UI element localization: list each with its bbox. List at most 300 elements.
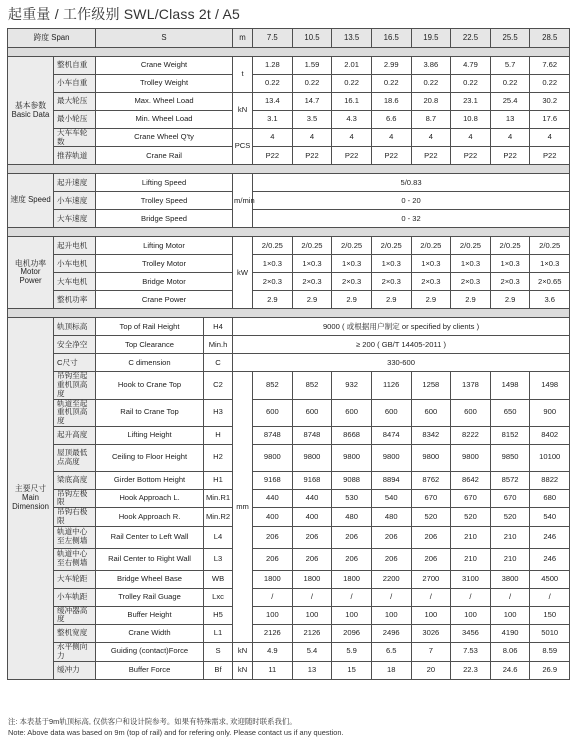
table-row [8, 508, 570, 526]
param-value: 4 [411, 129, 451, 147]
param-value: 22.3 [451, 661, 491, 679]
param-value: 0 - 32 [253, 210, 570, 228]
param-cn: 小车轨距 [54, 588, 96, 606]
param-en: Crane Width [96, 625, 204, 643]
param-value: / [451, 588, 491, 606]
group-label-basic-data: 基本参数 Basic Data [8, 57, 54, 165]
param-value: 2.9 [490, 291, 530, 309]
param-en: Top of Rail Height [96, 318, 204, 336]
param-value: 530 [332, 489, 372, 507]
param-value: / [530, 588, 570, 606]
param-value: 13 [292, 661, 332, 679]
param-value: 1×0.3 [292, 255, 332, 273]
span-value: 28.5 [530, 29, 570, 48]
param-cn: 水平侧向力 [54, 643, 96, 661]
param-value: 206 [371, 526, 411, 548]
table-row [8, 399, 570, 426]
param-value: 900 [530, 399, 570, 426]
param-value: 100 [490, 606, 530, 624]
param-value: 100 [371, 606, 411, 624]
param-value: P22 [490, 147, 530, 165]
param-en: Bridge Speed [96, 210, 233, 228]
param-en: Buffer Height [96, 606, 204, 624]
param-unit: m/min [233, 174, 253, 228]
param-value: 26.9 [530, 661, 570, 679]
span-value: 7.5 [253, 29, 293, 48]
param-cn: 安全净空 [54, 336, 96, 354]
param-value: 210 [451, 548, 491, 570]
param-value: 206 [292, 526, 332, 548]
param-value: 100 [332, 606, 372, 624]
table-row [8, 606, 570, 624]
param-value: 8894 [371, 471, 411, 489]
separator-bar [8, 165, 570, 174]
param-cn: 最小轮压 [54, 111, 96, 129]
param-value: 9000 ( 或根据用户制定 or specified by clients ) [233, 318, 570, 336]
param-value: 4190 [490, 625, 530, 643]
span-label: 跨度 Span [8, 29, 96, 48]
param-en: Trolley Motor [96, 255, 233, 273]
s-label: S [96, 29, 233, 48]
param-value: 400 [253, 508, 293, 526]
group-label-motor-power: 电机功率 Motor Power [8, 237, 54, 309]
param-value: 8.59 [530, 643, 570, 661]
param-value: / [490, 588, 530, 606]
param-value: 2/0.25 [451, 237, 491, 255]
param-en: Hook Approach R. [96, 508, 204, 526]
param-value: 1800 [253, 570, 293, 588]
param-value: 540 [371, 489, 411, 507]
param-value: 5.7 [490, 57, 530, 75]
param-cn: 大车电机 [54, 273, 96, 291]
param-value: 13.4 [253, 93, 293, 111]
param-value: 10.8 [451, 111, 491, 129]
param-value: 4.3 [332, 111, 372, 129]
param-cn: 整机功率 [54, 291, 96, 309]
param-cn: 缓冲器高度 [54, 606, 96, 624]
param-value: 2/0.25 [490, 237, 530, 255]
table-row [8, 147, 570, 165]
param-value: 8.06 [490, 643, 530, 661]
param-cn: 小车速度 [54, 192, 96, 210]
param-value: 206 [411, 526, 451, 548]
param-value: 206 [332, 548, 372, 570]
param-cn: 吊钩右极限 [54, 508, 96, 526]
param-value: 206 [332, 526, 372, 548]
table-row [8, 291, 570, 309]
param-value: 670 [490, 489, 530, 507]
param-unit: t [233, 57, 253, 93]
param-cn: 梁底高度 [54, 471, 96, 489]
param-value: 2.9 [253, 291, 293, 309]
table-row [8, 129, 570, 147]
param-value: 2096 [332, 625, 372, 643]
param-value: 2126 [253, 625, 293, 643]
param-value: 4 [292, 129, 332, 147]
param-value: 5010 [530, 625, 570, 643]
param-en: Guiding (contact)Force [96, 643, 204, 661]
table-row [8, 661, 570, 679]
param-value: 2×0.65 [530, 273, 570, 291]
param-en: Trolley Weight [96, 75, 233, 93]
param-symbol: C2 [204, 372, 233, 399]
param-cn: 轨道至起重机顶高度 [54, 399, 96, 426]
unit-label: m [233, 29, 253, 48]
param-value: 600 [253, 399, 293, 426]
param-unit: kN [233, 93, 253, 129]
param-value: 8668 [332, 426, 372, 444]
param-value: 9800 [371, 444, 411, 471]
param-value: 2.9 [332, 291, 372, 309]
section-separator [8, 228, 570, 237]
param-value: 2.9 [292, 291, 332, 309]
param-value: 3456 [451, 625, 491, 643]
param-value: 520 [490, 508, 530, 526]
param-value: 440 [292, 489, 332, 507]
param-value: 5.4 [292, 643, 332, 661]
param-value: 23.1 [451, 93, 491, 111]
param-symbol: L3 [204, 548, 233, 570]
param-value: 9800 [292, 444, 332, 471]
param-value: 0.22 [530, 75, 570, 93]
table-row [8, 489, 570, 507]
param-value: 8.7 [411, 111, 451, 129]
param-value: P22 [451, 147, 491, 165]
param-value: 2.9 [411, 291, 451, 309]
param-value: 18.6 [371, 93, 411, 111]
separator-bar [8, 48, 570, 57]
param-symbol: H1 [204, 471, 233, 489]
param-value: 4.79 [451, 57, 491, 75]
param-value: 2200 [371, 570, 411, 588]
span-value: 16.5 [371, 29, 411, 48]
param-en: Top Clearance [96, 336, 204, 354]
param-value: P22 [332, 147, 372, 165]
param-value: 2496 [371, 625, 411, 643]
param-value: 1.28 [253, 57, 293, 75]
param-value: 0.22 [490, 75, 530, 93]
param-symbol: L1 [204, 625, 233, 643]
param-en: Bridge Motor [96, 273, 233, 291]
table-row [8, 75, 570, 93]
param-value: 2/0.25 [530, 237, 570, 255]
param-value: 3.86 [411, 57, 451, 75]
param-value: 1×0.3 [371, 255, 411, 273]
param-en: C dimension [96, 354, 204, 372]
param-cn: 大车车轮数 [54, 129, 96, 147]
param-value: 3026 [411, 625, 451, 643]
param-value: 5/0.83 [253, 174, 570, 192]
param-value: 8342 [411, 426, 451, 444]
param-value: 4 [332, 129, 372, 147]
param-en: Trolley Speed [96, 192, 233, 210]
param-value: 246 [530, 548, 570, 570]
param-value: 3800 [490, 570, 530, 588]
param-value: 3.1 [253, 111, 293, 129]
param-cn: 吊钩左极限 [54, 489, 96, 507]
param-value: / [292, 588, 332, 606]
param-value: 3.6 [530, 291, 570, 309]
note-en: Note: Above data was based on 9m (top of rail) and for refering only. Please contact us if any question. [8, 728, 344, 737]
separator-bar [8, 309, 570, 318]
param-value: 0.22 [332, 75, 372, 93]
param-en: Hook to Crane Top [96, 372, 204, 399]
param-en: Lifting Motor [96, 237, 233, 255]
span-value: 10.5 [292, 29, 332, 48]
table-row [8, 273, 570, 291]
param-value: 150 [530, 606, 570, 624]
param-value: 1258 [411, 372, 451, 399]
table-row [8, 57, 570, 75]
param-value: 1800 [332, 570, 372, 588]
param-value: 100 [253, 606, 293, 624]
param-value: 2.9 [451, 291, 491, 309]
param-value: 6.6 [371, 111, 411, 129]
param-value: 210 [490, 526, 530, 548]
param-value: 1378 [451, 372, 491, 399]
table-row [8, 570, 570, 588]
notes [8, 716, 344, 738]
param-unit: PCS [233, 129, 253, 165]
param-en: Buffer Force [96, 661, 204, 679]
table-row [8, 588, 570, 606]
param-symbol: WB [204, 570, 233, 588]
param-value: 4 [451, 129, 491, 147]
page-title: 起重量 / 工作级别 SWL/Class 2t / A5 [8, 6, 240, 22]
param-value: 0.22 [451, 75, 491, 93]
param-value: / [332, 588, 372, 606]
param-cn: 大车速度 [54, 210, 96, 228]
param-value: 1×0.3 [253, 255, 293, 273]
table-row [8, 426, 570, 444]
param-value: 600 [292, 399, 332, 426]
param-value: 7.62 [530, 57, 570, 75]
param-value: 8572 [490, 471, 530, 489]
param-symbol: H5 [204, 606, 233, 624]
param-value: P22 [371, 147, 411, 165]
param-unit: mm [233, 372, 253, 643]
table-row [8, 444, 570, 471]
param-value: 0.22 [411, 75, 451, 93]
param-value: 11 [253, 661, 293, 679]
param-value: 600 [371, 399, 411, 426]
param-unit: kN [233, 661, 253, 679]
param-value: 9800 [332, 444, 372, 471]
span-value: 13.5 [332, 29, 372, 48]
param-value: 2.99 [371, 57, 411, 75]
param-value: 4 [371, 129, 411, 147]
param-value: 2×0.3 [292, 273, 332, 291]
param-value: 4 [490, 129, 530, 147]
param-value: 7 [411, 643, 451, 661]
param-cn: 缓冲力 [54, 661, 96, 679]
param-value: 0.22 [253, 75, 293, 93]
param-value: 2/0.25 [253, 237, 293, 255]
param-value: 2126 [292, 625, 332, 643]
param-en: Crane Wheel Q'ty [96, 129, 233, 147]
param-value: 18 [371, 661, 411, 679]
param-value: 520 [411, 508, 451, 526]
param-cn: 轨道中心至右侧墙 [54, 548, 96, 570]
table-row [8, 174, 570, 192]
param-cn: C尺寸 [54, 354, 96, 372]
param-en: Ceiling to Floor Height [96, 444, 204, 471]
param-symbol: L4 [204, 526, 233, 548]
param-value: 2×0.3 [411, 273, 451, 291]
param-value: 2700 [411, 570, 451, 588]
param-value: / [371, 588, 411, 606]
param-value: 3100 [451, 570, 491, 588]
span-value: 19.5 [411, 29, 451, 48]
param-symbol: H2 [204, 444, 233, 471]
param-value: 1498 [490, 372, 530, 399]
param-value: 8152 [490, 426, 530, 444]
param-value: 100 [292, 606, 332, 624]
param-value: 6.5 [371, 643, 411, 661]
param-value: 8642 [451, 471, 491, 489]
param-value: 852 [253, 372, 293, 399]
table-row [8, 237, 570, 255]
param-cn: 轨顶标高 [54, 318, 96, 336]
param-value: 2×0.3 [371, 273, 411, 291]
param-cn: 屋顶最低点高度 [54, 444, 96, 471]
param-unit: kN [233, 643, 253, 661]
param-symbol: Min.R2 [204, 508, 233, 526]
spec-table [7, 28, 570, 680]
param-value: 4500 [530, 570, 570, 588]
param-en: Rail Center to Left Wall [96, 526, 204, 548]
param-en: Rail Center to Right Wall [96, 548, 204, 570]
table-row [8, 336, 570, 354]
param-unit: kW [233, 237, 253, 309]
param-cn: 整机自重 [54, 57, 96, 75]
param-value: 9850 [490, 444, 530, 471]
param-value: 1.59 [292, 57, 332, 75]
param-value: 206 [292, 548, 332, 570]
param-value: 400 [292, 508, 332, 526]
param-value: 206 [253, 526, 293, 548]
param-value: 8748 [292, 426, 332, 444]
param-symbol: S [204, 643, 233, 661]
param-value: 2/0.25 [292, 237, 332, 255]
param-value: 480 [371, 508, 411, 526]
section-separator [8, 48, 570, 57]
param-value: 2×0.3 [332, 273, 372, 291]
param-value: 4.9 [253, 643, 293, 661]
table-row [8, 643, 570, 661]
param-value: 9800 [253, 444, 293, 471]
table-row [8, 372, 570, 399]
param-symbol: H [204, 426, 233, 444]
param-en: Min. Wheel Load [96, 111, 233, 129]
param-en: Bridge Wheel Base [96, 570, 204, 588]
param-symbol: Min.R1 [204, 489, 233, 507]
param-symbol: H3 [204, 399, 233, 426]
param-value: P22 [253, 147, 293, 165]
table-row [8, 192, 570, 210]
param-value: 2×0.3 [451, 273, 491, 291]
param-cn: 起升高度 [54, 426, 96, 444]
param-value: 670 [411, 489, 451, 507]
param-value: ≥ 200 ( GB/T 14405-2011 ) [233, 336, 570, 354]
separator-bar [8, 228, 570, 237]
param-value: 8222 [451, 426, 491, 444]
param-value: 2/0.25 [411, 237, 451, 255]
note-cn: 注: 本表基于9m轨顶标高, 仅供客户和设计院参考。如果有特殊需求, 欢迎随时联系我们。 [8, 717, 297, 726]
param-en: Girder Bottom Height [96, 471, 204, 489]
table-row [8, 526, 570, 548]
param-en: Trolley Rail Guage [96, 588, 204, 606]
param-value: 9800 [411, 444, 451, 471]
param-symbol: C [204, 354, 233, 372]
param-value: 1126 [371, 372, 411, 399]
param-symbol: H4 [204, 318, 233, 336]
table-row [8, 548, 570, 570]
param-value: 9168 [253, 471, 293, 489]
table-row [8, 354, 570, 372]
param-value: 600 [332, 399, 372, 426]
param-value: P22 [530, 147, 570, 165]
param-value: 1498 [530, 372, 570, 399]
param-value: 10100 [530, 444, 570, 471]
param-value: 5.9 [332, 643, 372, 661]
table-row [8, 210, 570, 228]
table-row [8, 318, 570, 336]
param-value: 8748 [253, 426, 293, 444]
param-value: 2×0.3 [490, 273, 530, 291]
param-value: 100 [451, 606, 491, 624]
span-value: 25.5 [490, 29, 530, 48]
param-value: 600 [411, 399, 451, 426]
param-value: 246 [530, 526, 570, 548]
param-en: Crane Rail [96, 147, 233, 165]
param-value: 2×0.3 [253, 273, 293, 291]
param-value: 4 [530, 129, 570, 147]
span-value: 22.5 [451, 29, 491, 48]
param-en: Lifting Height [96, 426, 204, 444]
param-value: 330-600 [233, 354, 570, 372]
param-value: 24.6 [490, 661, 530, 679]
param-value: 1×0.3 [490, 255, 530, 273]
param-value: / [253, 588, 293, 606]
param-value: 210 [451, 526, 491, 548]
param-value: 8474 [371, 426, 411, 444]
param-en: Crane Weight [96, 57, 233, 75]
param-value: 30.2 [530, 93, 570, 111]
param-value: 8762 [411, 471, 451, 489]
param-symbol: Lxc [204, 588, 233, 606]
param-value: 9800 [451, 444, 491, 471]
param-value: 2.01 [332, 57, 372, 75]
param-cn: 小车自重 [54, 75, 96, 93]
param-value: 4 [253, 129, 293, 147]
param-value: P22 [292, 147, 332, 165]
group-label-speed: 速度 Speed [8, 174, 54, 228]
param-value: 0.22 [292, 75, 332, 93]
param-value: 206 [253, 548, 293, 570]
param-cn: 吊钩至起重机顶高度 [54, 372, 96, 399]
param-value: 480 [332, 508, 372, 526]
param-value: 1×0.3 [332, 255, 372, 273]
param-value: 0.22 [371, 75, 411, 93]
param-value: / [411, 588, 451, 606]
param-en: Crane Power [96, 291, 233, 309]
param-cn: 大车轮距 [54, 570, 96, 588]
param-value: 1×0.3 [530, 255, 570, 273]
section-separator [8, 165, 570, 174]
param-value: 520 [451, 508, 491, 526]
param-cn: 最大轮压 [54, 93, 96, 111]
